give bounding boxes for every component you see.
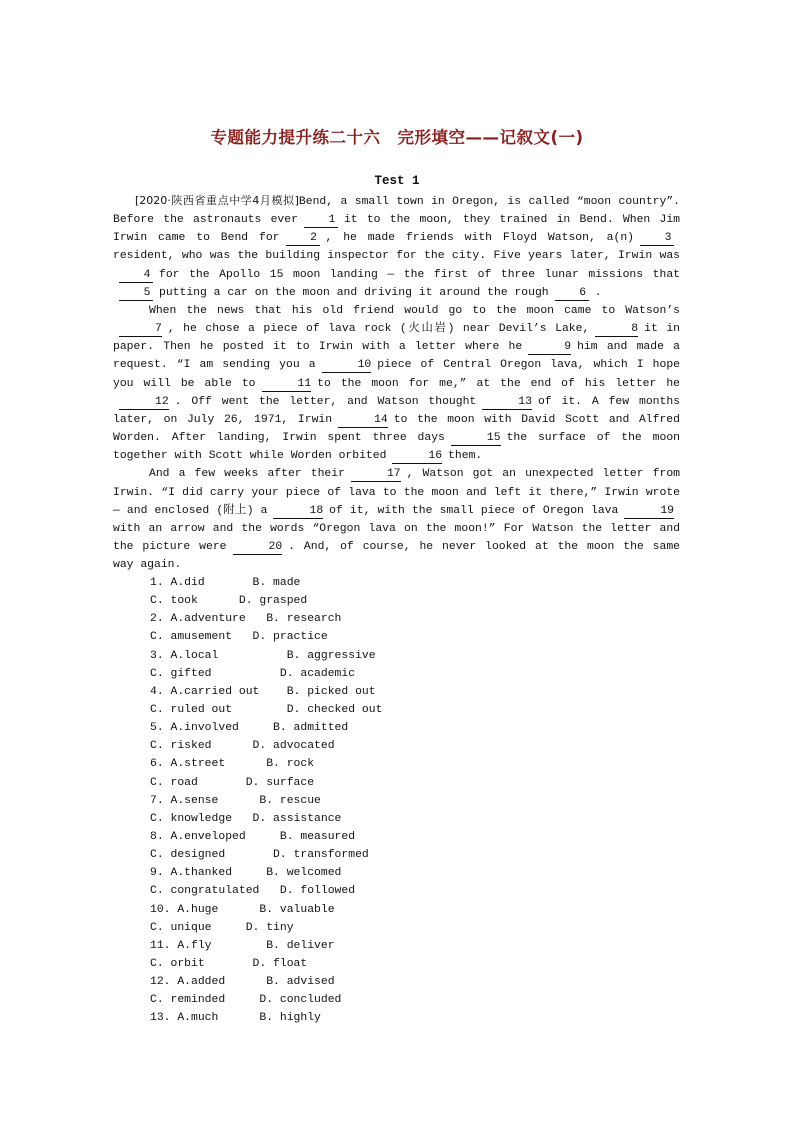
blank-4[interactable]: 4 (119, 268, 153, 283)
blank-18[interactable]: 18 (273, 504, 323, 519)
passage-text: , Watson got an unexpected letter from Irwin. “I did carry your piece of lava to the moon and left it there,” Irwin wrote — and enclosed (附上) a (113, 468, 681, 517)
passage-text: with an arrow and the words “Oregon lava on the moon!” For Watson the letter and the picture were (113, 522, 680, 553)
passage-text: . (594, 286, 602, 299)
blank-15[interactable]: 15 (451, 431, 501, 446)
option-line[interactable]: 11. A.fly B. deliver (150, 939, 335, 952)
passage-text: . Off went the letter, and Watson thought (174, 395, 477, 408)
blank-13[interactable]: 13 (482, 395, 532, 410)
option-line[interactable]: C. risked D. advocated (150, 740, 335, 753)
option-line[interactable]: 9. A.thanked B. welcomed (150, 867, 342, 880)
passage-text: them. (448, 450, 483, 463)
option-line[interactable]: C. reminded D. concluded (150, 994, 342, 1007)
passage-text: of it. A few months later, on July 26, 1971, Irwin (113, 395, 680, 426)
option-line[interactable]: C. took D. grasped (150, 595, 308, 608)
option-line[interactable]: C. road D. surface (150, 776, 315, 789)
passage-text: . And, of course, he never looked at the moon the same way again. (113, 540, 680, 572)
passage-text: him and made a request. “I am sending you a (113, 341, 680, 372)
paragraph-2 (113, 302, 680, 465)
option-line[interactable]: 2. A.adventure B. research (150, 613, 342, 626)
passage-text: Bend, a small town in Oregon, is called “moon country”. Before the astronauts ever (113, 196, 681, 227)
option-line[interactable]: C. ruled out D. checked out (150, 703, 383, 716)
option-line[interactable]: C. congratulated D. followed (150, 885, 356, 898)
passage-text: putting a car on the moon and driving it around the rough (159, 286, 549, 299)
page-title: 专题能力提升练二十六 完形填空——记叙文(一) (210, 128, 584, 147)
passage-text: , he chose a piece of lava rock (火山岩) near Devil’s Lake, (167, 323, 590, 336)
passage-text: resident, who was the building inspector for the city. Five years later, Irwin was (113, 250, 680, 263)
passage-text: it in paper. Then he posted it to Irwin with a letter where he (113, 323, 680, 354)
passage-text: When the news that his old friend would go to the moon came to Watson’s (149, 304, 680, 317)
cloze-passage (113, 192, 680, 574)
blank-9[interactable]: 9 (528, 340, 571, 355)
blank-16[interactable]: 16 (392, 449, 442, 464)
blank-10[interactable]: 10 (322, 358, 372, 373)
option-line[interactable]: 5. A.involved B. admitted (150, 722, 349, 735)
paragraph-1 (113, 192, 680, 302)
option-line[interactable]: 3. A.local B. aggressive (150, 649, 376, 662)
option-line[interactable]: C. amusement D. practice (150, 631, 328, 644)
option-line[interactable]: C. orbit D. float (150, 957, 308, 970)
option-line[interactable]: 6. A.street B. rock (150, 758, 315, 771)
passage-text: the surface of the moon together with Scott while Worden orbited (113, 432, 680, 463)
passage-text: , he made friends with Floyd Watson, a(n) (325, 232, 634, 245)
test-heading: Test 1 (374, 174, 420, 188)
option-line[interactable]: 10. A.huge B. valuable (150, 903, 335, 916)
blank-12[interactable]: 12 (119, 395, 169, 410)
paragraph-3 (113, 465, 680, 574)
blank-1[interactable]: 1 (304, 213, 338, 228)
passage-text: piece of Central Oregon lava, which I hope you will be able to (113, 359, 680, 390)
passage-text: for the Apollo 15 moon landing — the first of three lunar missions that (159, 268, 680, 281)
blank-17[interactable]: 17 (351, 467, 401, 482)
blank-7[interactable]: 7 (119, 322, 162, 337)
blank-11[interactable]: 11 (262, 377, 312, 392)
passage-text: And a few weeks after their (149, 468, 345, 481)
blank-20[interactable]: 20 (233, 540, 283, 555)
passage-text: it to the moon, they trained in Bend. When Jim Irwin came to Bend for (113, 214, 680, 245)
blank-5[interactable]: 5 (119, 286, 153, 301)
passage-text: of it, with the small piece of Oregon lava (329, 504, 619, 517)
blank-19[interactable]: 19 (624, 504, 674, 519)
blank-8[interactable]: 8 (595, 322, 638, 337)
option-line[interactable]: C. designed D. transformed (150, 849, 369, 862)
passage-text: to the moon for me,” at the end of his letter he (317, 377, 680, 390)
answer-options (150, 574, 382, 1028)
option-line[interactable]: 13. A.much B. highly (150, 1012, 321, 1025)
blank-14[interactable]: 14 (338, 413, 388, 428)
option-line[interactable]: 8. A.enveloped B. measured (150, 830, 356, 843)
blank-3[interactable]: 3 (640, 231, 674, 246)
option-line[interactable]: 1. A.did B. made (150, 577, 301, 589)
passage-text: to the moon with David Scott and Alfred Worden. After landing, Irwin spent three days (113, 413, 680, 445)
option-line[interactable]: C. unique D. tiny (150, 921, 294, 934)
option-line[interactable]: C. gifted D. academic (150, 667, 356, 680)
source-note: [2020·陕西省重点中学4月模拟] (135, 194, 299, 207)
option-line[interactable]: 7. A.sense B. rescue (150, 794, 321, 807)
option-line[interactable]: C. knowledge D. assistance (150, 812, 342, 825)
option-line[interactable]: 12. A.added B. advised (150, 976, 335, 989)
blank-2[interactable]: 2 (286, 231, 320, 246)
blank-6[interactable]: 6 (555, 286, 589, 301)
option-line[interactable]: 4. A.carried out B. picked out (150, 685, 376, 698)
